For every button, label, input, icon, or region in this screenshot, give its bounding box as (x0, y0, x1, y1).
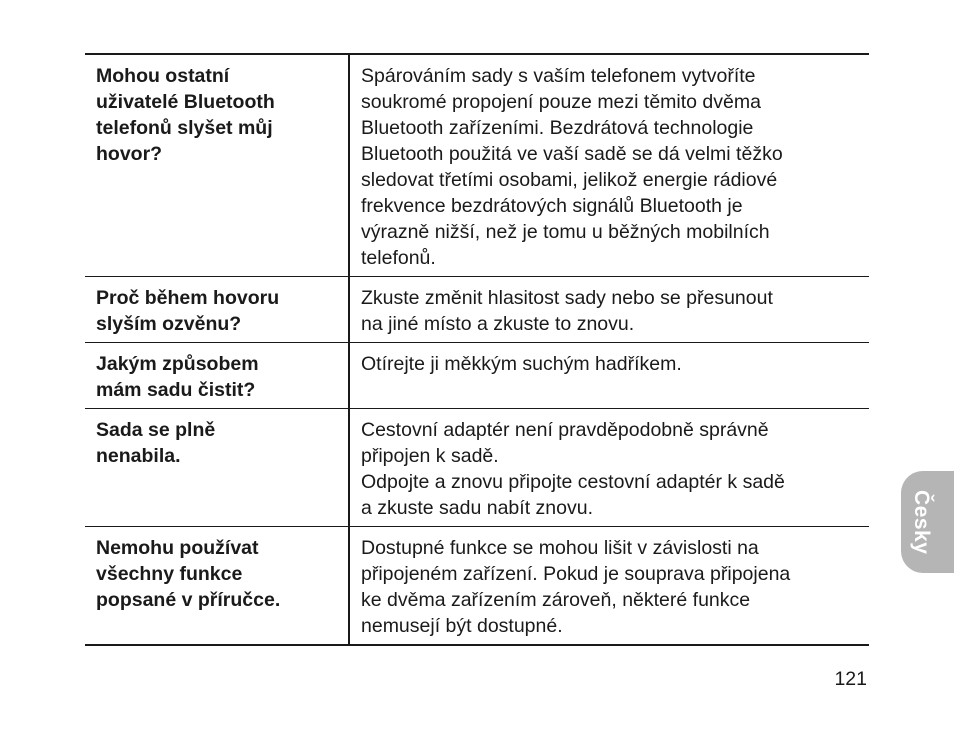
faq-answer (349, 277, 869, 343)
answer-line: připojen k sadě. (361, 445, 499, 467)
question-line: popsané v příručce. (96, 589, 281, 611)
answer-line: Dostupné funkce se mohou lišit v závislosti na (361, 537, 759, 559)
page-number: 121 (834, 668, 867, 690)
answer-line: Spárováním sady s vaším telefonem vytvoříte (361, 65, 756, 87)
question-line: hovor? (96, 143, 163, 165)
faq-row (85, 277, 869, 343)
answer-line: soukromé propojení pouze mezi těmito dvěma (361, 91, 761, 113)
answer-line: Odpojte a znovu připojte cestovní adaptér k sadě (361, 471, 785, 493)
faq-question (85, 54, 349, 277)
faq-answer (349, 527, 869, 646)
question-line: Mohou ostatní (96, 65, 230, 87)
faq-question (85, 527, 349, 646)
answer-line: Cestovní adaptér není pravděpodobně správně (361, 419, 769, 441)
faq-row (85, 343, 869, 409)
faq-question (85, 409, 349, 527)
answer-line: Zkuste změnit hlasitost sady nebo se přesunout (361, 287, 773, 309)
faq-table-body (85, 54, 869, 645)
answer-line: ke dvěma zařízením zároveň, některé funkce (361, 589, 751, 611)
question-line: Nemohu používat (96, 537, 259, 559)
answer-line: výrazně nižší, než je tomu u běžných mobilních (361, 221, 770, 243)
answer-line: nemusejí být dostupné. (361, 615, 563, 637)
question-line: Sada se plně (96, 419, 216, 441)
faq-row (85, 527, 869, 646)
question-line: telefonů slyšet můj (96, 117, 273, 139)
faq-answer (349, 54, 869, 277)
answer-line: Bluetooth použitá ve vaší sadě se dá velmi těžko (361, 143, 783, 165)
language-tab-label: Česky (910, 489, 933, 555)
answer-line: Bluetooth zařízeními. Bezdrátová technologie (361, 117, 754, 139)
question-line: slyším ozvěnu? (96, 313, 242, 335)
question-line: nenabila. (96, 445, 181, 467)
question-line: Jakým způsobem (96, 353, 259, 375)
answer-line: připojeném zařízení. Pokud je souprava připojena (361, 563, 791, 585)
faq-answer (349, 409, 869, 527)
answer-line: na jiné místo a zkuste to znovu. (361, 313, 635, 335)
faq-row (85, 409, 869, 527)
answer-line: Otírejte ji měkkým suchým hadříkem. (361, 353, 682, 375)
answer-line: sledovat třetími osobami, jelikož energie rádiové (361, 169, 778, 191)
faq-question (85, 343, 349, 409)
answer-line: telefonů. (361, 247, 436, 269)
question-line: Proč během hovoru (96, 287, 280, 309)
answer-line: a zkuste sadu nabít znovu. (361, 497, 593, 519)
faq-table (85, 53, 869, 646)
question-line: uživatelé Bluetooth (96, 91, 275, 113)
language-tab (901, 471, 954, 573)
faq-question (85, 277, 349, 343)
answer-line: frekvence bezdrátových signálů Bluetooth je (361, 195, 743, 217)
faq-answer (349, 343, 869, 409)
question-line: všechny funkce (96, 563, 243, 585)
faq-row (85, 54, 869, 277)
question-line: mám sadu čistit? (96, 379, 256, 401)
